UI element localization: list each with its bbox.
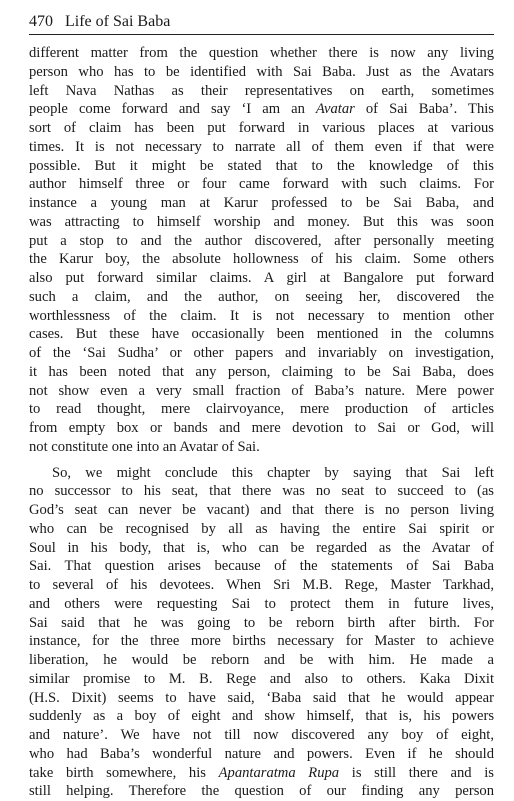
text-line: Sai. That question arises because of the statements of Sai Baba (29, 557, 494, 576)
text-line: different matter from the question whether there is now any living (29, 44, 494, 63)
text-line: liberation, he would be reborn and be with him. He made a (29, 651, 494, 670)
text-line: possible. But it might be stated that to the knowledge of this (29, 157, 494, 176)
text-line: who had Baba’s wonderful nature and powers. Even if he should (29, 745, 494, 764)
text-line: instance, for the three more births necessary for Master to achieve (29, 632, 494, 651)
text-line: not show even a very small fraction of Baba’s nature. Mere power (29, 382, 494, 401)
text-line: So, we might conclude this chapter by saying that Sai left (29, 464, 494, 483)
text-line: (H.S. Dixit) seems to have said, ‘Baba said that he would appear (29, 689, 494, 708)
text-line: Sai said that he was going to be reborn birth after birth. For (29, 614, 494, 633)
text-line: also put forward similar claims. A girl at Bangalore put forward (29, 269, 494, 288)
paragraph-gap (29, 457, 494, 464)
text-line: was attracting to himself worship and money. But this was soon (29, 213, 494, 232)
text-line: no successor to his seat, that there was no seat to succeed to (as (29, 482, 494, 501)
paragraph (29, 464, 494, 801)
text-line: it has been noted that any person, claiming to be Sai Baba, does (29, 363, 494, 382)
text-line: instance a young man at Karur professed to be Sai Baba, and (29, 194, 494, 213)
text-line: sort of claim has been put forward in various places at various (29, 119, 494, 138)
italic-term: Avatar (316, 101, 355, 117)
text-line: who can be recognised by all as having the entire Sai spirit or (29, 520, 494, 539)
text-line: still helping. Therefore the question of our finding any person (29, 782, 494, 801)
text-line: Soul in his body, that is, who can be regarded as the Avatar of (29, 539, 494, 558)
text-line: and others were requesting Sai to protect them in future lives, (29, 595, 494, 614)
text-line: author himself three or four came forward with such claims. For (29, 175, 494, 194)
running-header (29, 12, 494, 35)
book-title: Life of Sai Baba (65, 13, 170, 30)
text-line: to several of his devotees. When Sri M.B. Rege, Master Tarkhad, (29, 576, 494, 595)
italic-term: Apantaratma Rupa (219, 765, 339, 781)
text-line: person who has to be identified with Sai Baba. Just as the Avatars (29, 63, 494, 82)
text-line: take birth somewhere, his Apantaratma Rupa is still there and is (29, 764, 494, 783)
text-line: times. It is not necessary to narrate all of them even if that were (29, 138, 494, 157)
text-line: cases. But these have occasionally been mentioned in the columns (29, 325, 494, 344)
text-line: the Karur boy, the absolute hollowness of his claim. Some others (29, 250, 494, 269)
text-line: God’s seat can never be vacant) and that there is no person living (29, 501, 494, 520)
text-line: from empty box or bands and mere devotion to Sai or God, will (29, 419, 494, 438)
text-line: suddenly as a boy of eight and show himself, that is, his powers (29, 707, 494, 726)
text-line: worthlessness of the claim. It is not necessary to mention other (29, 307, 494, 326)
text-line: not constitute one into an Avatar of Sai. (29, 438, 494, 457)
paragraph (29, 44, 494, 457)
text-line: left Nava Nathas as their representatives on earth, sometimes (29, 82, 494, 101)
text-line: to read thought, mere clairvoyance, mere production of articles (29, 400, 494, 419)
text-line: and nature’. We have not till now discovered any boy of eight, (29, 726, 494, 745)
body-text (29, 44, 494, 801)
page-number: 470 (29, 13, 53, 30)
text-line: such a claim, and the author, on seeing her, discovered the (29, 288, 494, 307)
text-line: of the ‘Sai Sudha’ or other papers and invariably on investigation, (29, 344, 494, 363)
text-line: put a stop to and the author discovered, after personally meeting (29, 232, 494, 251)
text-line: people come forward and say ‘I am an Avatar of Sai Baba’. This (29, 100, 494, 119)
text-line: similar promise to M. B. Rege and also to others. Kaka Dixit (29, 670, 494, 689)
document-page (29, 12, 494, 801)
